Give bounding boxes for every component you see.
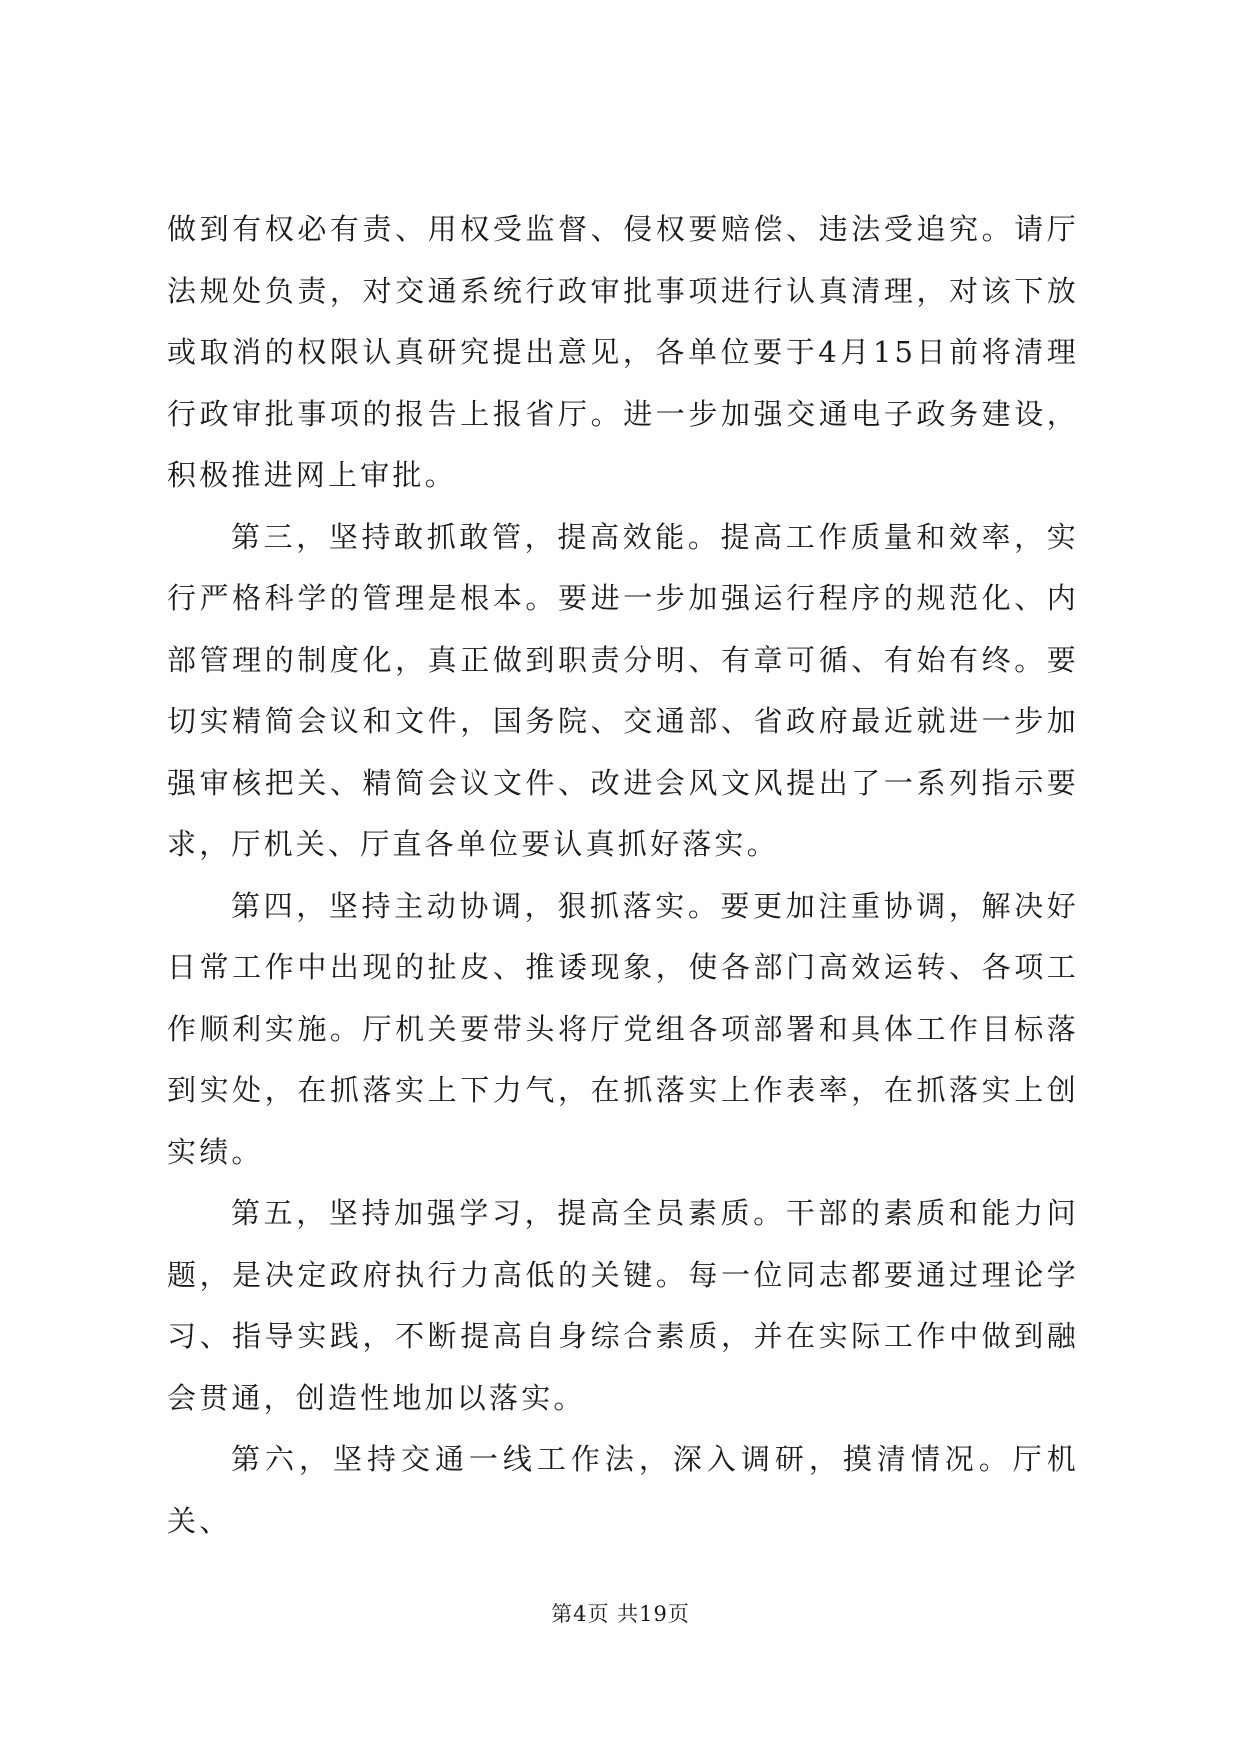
paragraph-1: 做到有权必有责、用权受监督、侵权要赔偿、违法受追究。请厅法规处负责，对交通系统行政审批事项进行认真清理，对该下放或取消的权限认真研究提出意见，各单位要于4月15日前将清理行政审批事项的报告上报省厅。进一步加强交通电子政务建设，积极推进网上审批。: [167, 212, 1079, 492]
paragraph-4: 第五，坚持加强学习，提高全员素质。干部的素质和能力问题，是决定政府执行力高低的关键。每一位同志都要通过理论学习、指导实践，不断提高自身综合素质，并在实际工作中做到融会贯通，创造性地加以落实。: [167, 1196, 1079, 1415]
document-body: [167, 199, 1079, 1552]
paragraph-2: 第三，坚持敢抓敢管，提高效能。提高工作质量和效率，实行严格科学的管理是根本。要进一步加强运行程序的规范化、内部管理的制度化，真正做到职责分明、有章可循、有始有终。要切实精简会议和文件，国务院、交通部、省政府最近就进一步加强审核把关、精简会议文件、改进会风文风提出了一系列指示要求，厅机关、厅直各单位要认真抓好落实。: [167, 519, 1079, 861]
paragraph-3: 第四，坚持主动协调，狠抓落实。要更加注重协调，解决好日常工作中出现的扯皮、推诿现象，使各部门高效运转、各项工作顺利实施。厅机关要带头将厅党组各项部署和具体工作目标落到实处，在抓落实上下力气，在抓落实上作表率，在抓落实上创实绩。: [167, 888, 1079, 1169]
paragraph-5: 第六，坚持交通一线工作法，深入调研，摸清情况。厅机关、: [167, 1442, 1079, 1538]
page-number-footer: 第4页 共19页: [551, 1602, 690, 1626]
